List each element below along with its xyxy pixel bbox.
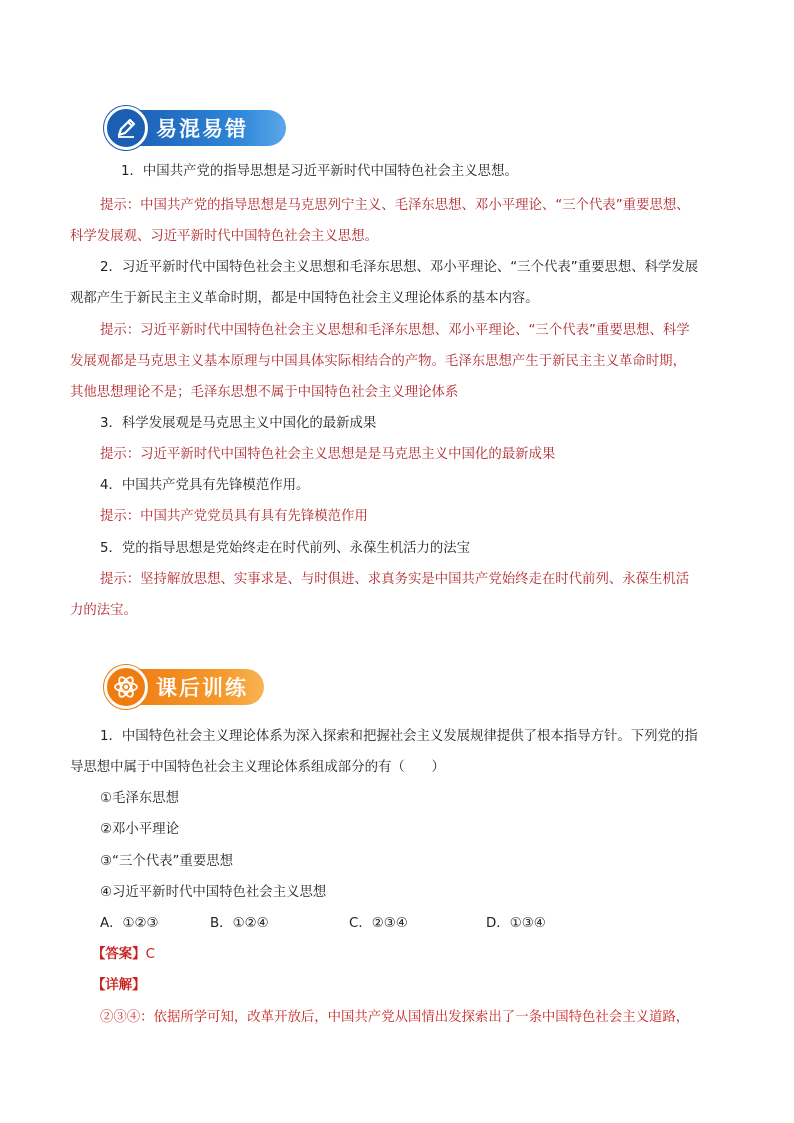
item-hint: 其他思想理论不是；毛泽东思想不属于中国特色社会主义理论体系: [70, 385, 459, 400]
item-hint: 力的法宝。: [70, 603, 137, 618]
item-hint: 提示：中国共产党的指导思想是马克思列宁主义、毛泽东思想、邓小平理论、“三个代表”重要思想、: [100, 198, 690, 213]
option-d: D．①③④: [486, 916, 546, 931]
option-a: A．①②③: [100, 916, 159, 931]
answer-line: [92, 945, 155, 965]
section-title: 易混易错: [156, 116, 248, 141]
item-hint: 提示：习近平新时代中国特色社会主义思想和毛泽东思想、邓小平理论、“三个代表”重要思想、科学: [100, 323, 690, 338]
statement-item: ③“三个代表”重要思想: [100, 854, 234, 869]
section-title: 课后训练: [156, 675, 248, 700]
question-text: 1．中国特色社会主义理论体系为深入探索和把握社会主义发展规律提供了根本指导方针。下列党的指: [100, 729, 698, 744]
detail-text: ②③④：依据所学可知，改革开放后，中国共产党从国情出发探索出了一条中国特色社会主义道路，: [100, 1010, 690, 1025]
item-hint: 提示：坚持解放思想、实事求是、与时俱进、求真务实是中国共产党始终走在时代前列、永葆生机活: [100, 572, 690, 587]
statement-item: ②邓小平理论: [100, 822, 179, 837]
item-hint: 科学发展观、习近平新时代中国特色社会主义思想。: [70, 229, 378, 244]
option-c: C．②③④: [349, 916, 408, 931]
item-question: 3．科学发展观是马克思主义中国化的最新成果: [100, 416, 377, 431]
item-hint: 发展观都是马克思主义基本原理与中国具体实际相结合的产物。毛泽东思想产生于新民主主义革命时期，: [70, 354, 686, 369]
item-hint: 提示：中国共产党党员具有具有先锋模范作用: [100, 509, 368, 524]
atom-icon: [104, 665, 148, 709]
item-question: 2．习近平新时代中国特色社会主义思想和毛泽东思想、邓小平理论、“三个代表”重要思想、科学发展: [100, 260, 699, 275]
section-banner-mistakes: [104, 106, 286, 150]
item-question: 1．中国共产党的指导思想是习近平新时代中国特色社会主义思想。: [121, 164, 518, 179]
item-question: 观都产生于新民主主义革命时期，都是中国特色社会主义理论体系的基本内容。: [70, 291, 539, 306]
option-b: B．①②④: [210, 916, 269, 931]
item-question: 5．党的指导思想是党始终走在时代前列、永葆生机活力的法宝: [100, 541, 471, 556]
pencil-icon: [104, 106, 148, 150]
answer-value: C: [145, 947, 155, 962]
statement-item: ①毛泽东思想: [100, 791, 179, 806]
item-hint: 提示：习近平新时代中国特色社会主义思想是是马克思主义中国化的最新成果: [100, 447, 556, 462]
item-question: 4．中国共产党具有先锋模范作用。: [100, 478, 310, 493]
detail-label: 【详解】: [92, 978, 146, 993]
question-text: 导思想中属于中国特色社会主义理论体系组成部分的有（ ）: [70, 760, 445, 775]
statement-item: ④习近平新时代中国特色社会主义思想: [100, 885, 327, 900]
section-banner-training: [104, 665, 264, 709]
answer-label: 【答案】: [92, 947, 146, 962]
